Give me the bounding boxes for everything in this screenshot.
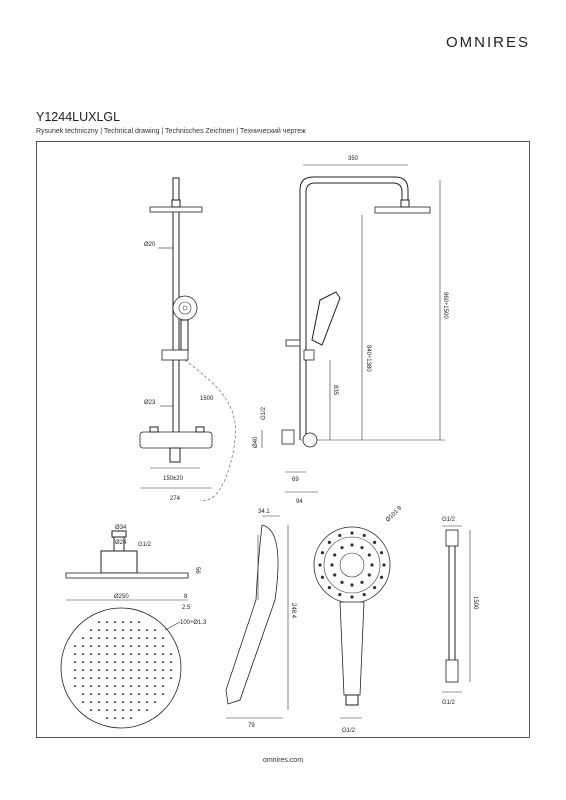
nozzle-dot — [130, 701, 132, 703]
nozzle-dot — [74, 685, 76, 687]
drawing-subtitle: Rysunek techniczny | Technical drawing | Technisches Zeichnen | Технический чертеж — [36, 128, 306, 135]
hand-shower-front — [314, 505, 404, 734]
nozzle-dot — [146, 629, 148, 631]
nozzle-dot — [154, 693, 156, 695]
hand-nozzle-dot — [380, 576, 383, 579]
nozzle-dot — [146, 685, 148, 687]
nozzle-dot — [146, 645, 148, 647]
nozzle-dot — [130, 629, 132, 631]
front-view — [140, 178, 236, 502]
nozzle-dot — [106, 637, 108, 639]
hand-nozzle-dot — [328, 586, 331, 589]
nozzle-dot — [98, 653, 100, 655]
nozzle-dot — [154, 653, 156, 655]
nozzle-dot — [98, 669, 100, 671]
dim-hand-34: 34.1 — [258, 509, 270, 515]
hand-nozzle-dot — [373, 586, 376, 589]
hand-nozzle-dot — [328, 541, 331, 544]
nozzle-dot — [162, 669, 164, 671]
nozzle-dot — [74, 645, 76, 647]
nozzle-dot — [154, 645, 156, 647]
nozzle-dot — [130, 653, 132, 655]
nozzle-dot — [114, 717, 116, 719]
hand-nozzle-dot — [380, 551, 383, 554]
nozzle-dot — [162, 677, 164, 679]
nozzle-dot — [106, 629, 108, 631]
hand-nozzle-dot — [350, 531, 353, 534]
dim-hand-79: 79 — [248, 723, 255, 729]
hand-nozzle-dot — [333, 573, 336, 576]
nozzle-dot — [122, 693, 124, 695]
nozzle-dot — [106, 669, 108, 671]
nozzle-dot — [90, 677, 92, 679]
nozzle-dot — [98, 629, 100, 631]
hand-nozzle-dot — [370, 563, 373, 566]
dim-head-d34: Ø34 — [115, 525, 127, 531]
rain-head-detail — [61, 525, 207, 728]
nozzle-dot — [114, 637, 116, 639]
nozzle-dot — [138, 637, 140, 639]
nozzle-dot — [90, 653, 92, 655]
dim-hand-d1019: Ø101.9 — [385, 505, 404, 524]
brand-logo: OMNIRES — [445, 34, 530, 51]
nozzle-dot — [130, 677, 132, 679]
nozzle-dot — [154, 629, 156, 631]
nozzle-dot — [130, 661, 132, 663]
nozzle-dot — [162, 645, 164, 647]
nozzle-dot — [162, 693, 164, 695]
nozzle-dot — [162, 637, 164, 639]
nozzle-dot — [146, 661, 148, 663]
nozzle-dot — [122, 637, 124, 639]
nozzle-dot — [82, 685, 84, 687]
hand-nozzle-dot — [333, 553, 336, 556]
nozzle-dot — [114, 621, 116, 623]
nozzle-dot — [138, 653, 140, 655]
dim-hose-top-thread: G1/2 — [442, 517, 456, 523]
hand-nozzle-dot — [338, 534, 341, 537]
nozzle-dot — [130, 693, 132, 695]
nozzle-dot — [106, 693, 108, 695]
nozzle-dot — [146, 693, 148, 695]
hand-nozzle-dot — [321, 551, 324, 554]
dim-hand-2484: 248.4 — [290, 603, 296, 619]
nozzle-dot — [122, 645, 124, 647]
nozzle-dot — [138, 669, 140, 671]
nozzle-dot — [130, 685, 132, 687]
nozzle-dot — [106, 709, 108, 711]
nozzle-dot — [122, 661, 124, 663]
nozzle-dot — [130, 645, 132, 647]
nozzle-dot — [138, 661, 140, 663]
nozzle-dot — [114, 629, 116, 631]
hand-nozzle-dot — [338, 593, 341, 596]
hand-nozzle-dot — [360, 546, 363, 549]
hand-nozzle-dot — [340, 581, 343, 584]
nozzle-dot — [106, 717, 108, 719]
nozzle-dot — [82, 661, 84, 663]
hand-nozzle-dot — [368, 573, 371, 576]
nozzle-dot — [82, 701, 84, 703]
nozzle-dot — [138, 701, 140, 703]
nozzle-dot — [138, 645, 140, 647]
nozzle-dot — [90, 693, 92, 695]
hand-nozzle-dot — [350, 543, 353, 546]
nozzle-dot — [162, 653, 164, 655]
nozzle-dot — [114, 701, 116, 703]
dim-hand-thread: G1/2 — [342, 728, 356, 734]
dim-thread-g12: G1/2 — [261, 406, 267, 420]
nozzle-dot — [154, 669, 156, 671]
nozzle-dot — [98, 637, 100, 639]
nozzle-dot — [122, 669, 124, 671]
dim-height-835: 835 — [332, 385, 338, 396]
nozzle-dot — [130, 669, 132, 671]
nozzle-dot — [82, 637, 84, 639]
nozzle-dot — [82, 677, 84, 679]
nozzle-dot — [138, 693, 140, 695]
nozzle-dot — [114, 653, 116, 655]
dim-pipe-diameter: Ø20 — [144, 242, 156, 248]
nozzle-dot — [90, 709, 92, 711]
hand-nozzle-dot — [363, 593, 366, 596]
nozzle-dot — [138, 629, 140, 631]
nozzle-dot — [90, 669, 92, 671]
nozzle-dot — [106, 685, 108, 687]
nozzle-dot — [170, 653, 172, 655]
hand-nozzle-dot — [360, 581, 363, 584]
nozzle-dot — [122, 653, 124, 655]
dim-head-nozzles: 100÷Ø1.3 — [180, 620, 207, 626]
side-view — [253, 156, 448, 505]
dim-depth-94: 94 — [296, 499, 303, 505]
hand-nozzle-dot — [350, 595, 353, 598]
nozzle-dot — [90, 701, 92, 703]
nozzle-dot — [114, 709, 116, 711]
model-number: Y1244LUXLGL — [36, 110, 121, 124]
dim-height-range-1: 840÷1380 — [365, 345, 371, 372]
nozzle-dot — [98, 685, 100, 687]
nozzle-dot — [154, 685, 156, 687]
nozzle-dot — [114, 693, 116, 695]
nozzle-dot — [98, 621, 100, 623]
dim-hose-length: 1500 — [200, 396, 214, 402]
nozzle-dot — [138, 685, 140, 687]
nozzle-dot — [114, 669, 116, 671]
nozzle-dot — [98, 701, 100, 703]
hand-nozzle-dot — [340, 546, 343, 549]
nozzle-dot — [106, 645, 108, 647]
nozzle-dot — [74, 677, 76, 679]
nozzle-dot — [146, 677, 148, 679]
dim-height-range-2: 960÷1500 — [442, 292, 448, 319]
nozzle-dot — [90, 645, 92, 647]
nozzle-dot — [146, 653, 148, 655]
nozzle-dot — [106, 653, 108, 655]
nozzle-dot — [146, 709, 148, 711]
nozzle-dot — [98, 709, 100, 711]
nozzle-dot — [114, 661, 116, 663]
nozzle-dot — [130, 717, 132, 719]
nozzle-dot — [90, 637, 92, 639]
nozzle-dot — [146, 637, 148, 639]
hand-shower-side — [226, 509, 296, 729]
nozzle-dot — [98, 677, 100, 679]
nozzle-dot — [154, 637, 156, 639]
hand-nozzle-dot — [368, 553, 371, 556]
nozzle-dot — [114, 645, 116, 647]
nozzle-dot — [122, 701, 124, 703]
nozzle-dot — [106, 701, 108, 703]
nozzle-dot — [122, 709, 124, 711]
nozzle-dot — [106, 621, 108, 623]
nozzle-dot — [74, 661, 76, 663]
nozzle-dot — [154, 661, 156, 663]
nozzle-dot — [138, 621, 140, 623]
dim-head-d250: Ø250 — [114, 594, 129, 600]
nozzle-dot — [90, 685, 92, 687]
nozzle-dot — [146, 701, 148, 703]
dim-hose-bottom-thread: G1/2 — [442, 700, 456, 706]
hand-nozzle-dot — [330, 563, 333, 566]
nozzle-dot — [122, 677, 124, 679]
nozzle-dot — [122, 717, 124, 719]
dim-head-8: 8 — [184, 594, 188, 600]
nozzle-dot — [82, 653, 84, 655]
nozzle-dot — [98, 661, 100, 663]
nozzle-dot — [130, 621, 132, 623]
nozzle-dot — [130, 709, 132, 711]
hand-nozzle-dot — [363, 534, 366, 537]
nozzle-dot — [162, 661, 164, 663]
dim-head-56: 56 — [194, 567, 200, 574]
dim-spacing: 150±20 — [163, 476, 183, 482]
nozzle-dot — [114, 677, 116, 679]
nozzle-dot — [138, 709, 140, 711]
nozzle-dot — [130, 637, 132, 639]
nozzle-dot — [82, 645, 84, 647]
dim-head-25: 2.5 — [182, 605, 191, 611]
dim-arm-350: 350 — [348, 156, 359, 162]
nozzle-dot — [90, 661, 92, 663]
dim-depth-69: 69 — [292, 477, 299, 483]
nozzle-dot — [106, 677, 108, 679]
nozzle-dot — [90, 629, 92, 631]
dim-mixer-diameter: Ø23 — [144, 400, 156, 406]
nozzle-dot — [74, 653, 76, 655]
nozzle-dot — [138, 677, 140, 679]
nozzle-dot — [122, 629, 124, 631]
dim-head-d24: Ø24 — [115, 540, 127, 546]
nozzle-dot — [170, 677, 172, 679]
nozzle-dot — [162, 685, 164, 687]
nozzle-dot — [122, 685, 124, 687]
hand-nozzle-dot — [321, 576, 324, 579]
nozzle-dot — [114, 685, 116, 687]
dim-head-thread: G1/2 — [138, 542, 152, 548]
nozzle-dot — [98, 645, 100, 647]
dim-width-274: 274 — [170, 496, 181, 502]
dim-hose-len: 1500 — [472, 596, 478, 610]
hose-detail — [442, 517, 478, 706]
hand-nozzle-dot — [318, 563, 321, 566]
nozzle-dot — [170, 661, 172, 663]
nozzle-dot — [146, 669, 148, 671]
nozzle-dot — [82, 669, 84, 671]
nozzle-dot — [98, 693, 100, 695]
hand-nozzle-dot — [373, 541, 376, 544]
footer-url: omnires.com — [262, 757, 304, 764]
nozzle-dot — [122, 621, 124, 623]
nozzle-dot — [74, 669, 76, 671]
hand-nozzle-dot — [350, 583, 353, 586]
nozzle-dot — [82, 693, 84, 695]
hand-nozzle-dot — [382, 563, 385, 566]
nozzle-dot — [154, 677, 156, 679]
nozzle-dot — [154, 701, 156, 703]
nozzle-dot — [106, 661, 108, 663]
nozzle-dot — [170, 669, 172, 671]
dim-d40: Ø40 — [253, 436, 259, 448]
